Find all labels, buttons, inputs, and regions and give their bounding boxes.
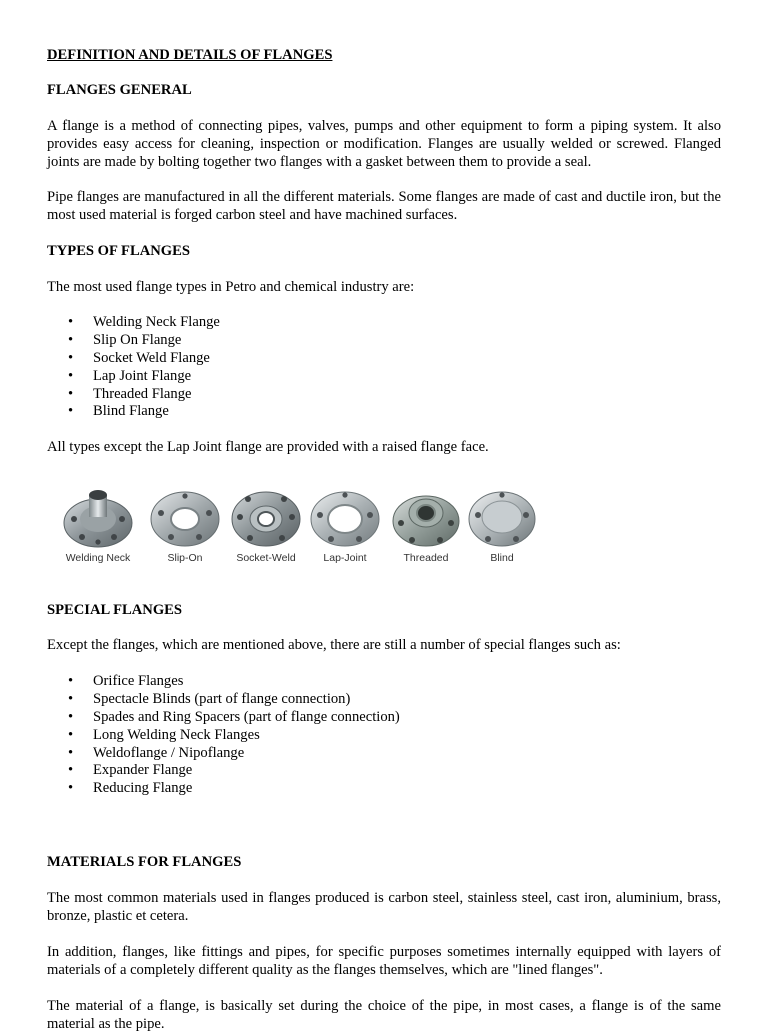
special-flanges-list <box>47 673 721 798</box>
flange-caption: Threaded <box>403 552 449 564</box>
flange-caption: Lap-Joint <box>323 552 367 564</box>
list-item: • Expander Flange <box>47 762 721 780</box>
paragraph-materials-1: The most common materials used in flanges produced is carbon steel, stainless steel, cast iron, aluminium, brass, bronze, plastic et cetera. <box>47 890 721 924</box>
paragraph-types-note: All types except the Lap Joint flange are provided with a raised flange face. <box>47 439 489 455</box>
slip-on-flange-icon <box>149 485 221 549</box>
list-item: • Lap Joint Flange <box>47 368 721 386</box>
flange-figure-slip-on <box>145 477 225 565</box>
paragraph-materials-2: In addition, flanges, like fittings and pipes, for specific purposes sometimes internally equipped with layers of materials of a completely different quality as the flanges themselves, which are "lined flanges". <box>47 944 721 978</box>
document-title: DEFINITION AND DETAILS OF FLANGES <box>47 47 333 63</box>
flange-figure-socket-weld <box>226 477 306 565</box>
flange-figure-blind <box>462 477 542 565</box>
flange-caption: Welding Neck <box>65 552 131 564</box>
section-heading-special: SPECIAL FLANGES <box>47 602 183 618</box>
paragraph-special-intro: Except the flanges, which are mentioned above, there are still a number of special flanges such as: <box>47 637 621 653</box>
list-item: • Slip On Flange <box>47 332 721 350</box>
flange-types-list <box>47 314 721 421</box>
paragraph-general-1: A flange is a method of connecting pipes, valves, pumps and other equipment to form a piping system. It also provides easy access for cleaning, inspection or modification. Flanges are usually welded or screwed. Flanged joints are made by bolting together two flanges with a gasket between them to provide a seal. <box>47 118 721 170</box>
list-item: • Reducing Flange <box>47 780 721 798</box>
paragraph-types-intro: The most used flange types in Petro and chemical industry are: <box>47 279 415 295</box>
list-item: • Blind Flange <box>47 403 721 421</box>
blind-flange-icon <box>466 485 538 549</box>
list-item: • Spectacle Blinds (part of flange connection) <box>47 691 721 709</box>
flange-caption: Blind <box>490 552 514 564</box>
list-item: • Threaded Flange <box>47 386 721 404</box>
section-heading-general: FLANGES GENERAL <box>47 82 192 98</box>
flange-caption: Slip-On <box>167 552 203 564</box>
list-item: • Orifice Flanges <box>47 673 721 691</box>
lap-joint-flange-icon <box>309 485 381 549</box>
paragraph-general-2: Pipe flanges are manufactured in all the different materials. Some flanges are made of cast and ductile iron, but the most used material is forged carbon steel and have machined surfaces. <box>47 189 721 223</box>
welding-neck-flange-icon <box>62 485 134 549</box>
flange-caption: Socket-Weld <box>236 552 296 564</box>
list-item: • Welding Neck Flange <box>47 314 721 332</box>
section-heading-types: TYPES OF FLANGES <box>47 243 190 259</box>
list-item: • Spades and Ring Spacers (part of flange connection) <box>47 709 721 727</box>
paragraph-materials-3: The material of a flange, is basically set during the choice of the pipe, in most cases, a flange is of the same material as the pipe. <box>47 998 721 1032</box>
flange-figure-lap-joint <box>305 477 385 565</box>
threaded-flange-icon <box>390 485 462 549</box>
section-heading-materials: MATERIALS FOR FLANGES <box>47 854 242 870</box>
list-item: • Weldoflange / Nipoflange <box>47 745 721 763</box>
flange-figure-welding-neck <box>58 477 138 565</box>
socket-weld-flange-icon <box>230 485 302 549</box>
flange-types-image <box>56 477 548 573</box>
list-item: • Long Welding Neck Flanges <box>47 727 721 745</box>
list-item: • Socket Weld Flange <box>47 350 721 368</box>
flange-figure-threaded <box>386 477 466 565</box>
